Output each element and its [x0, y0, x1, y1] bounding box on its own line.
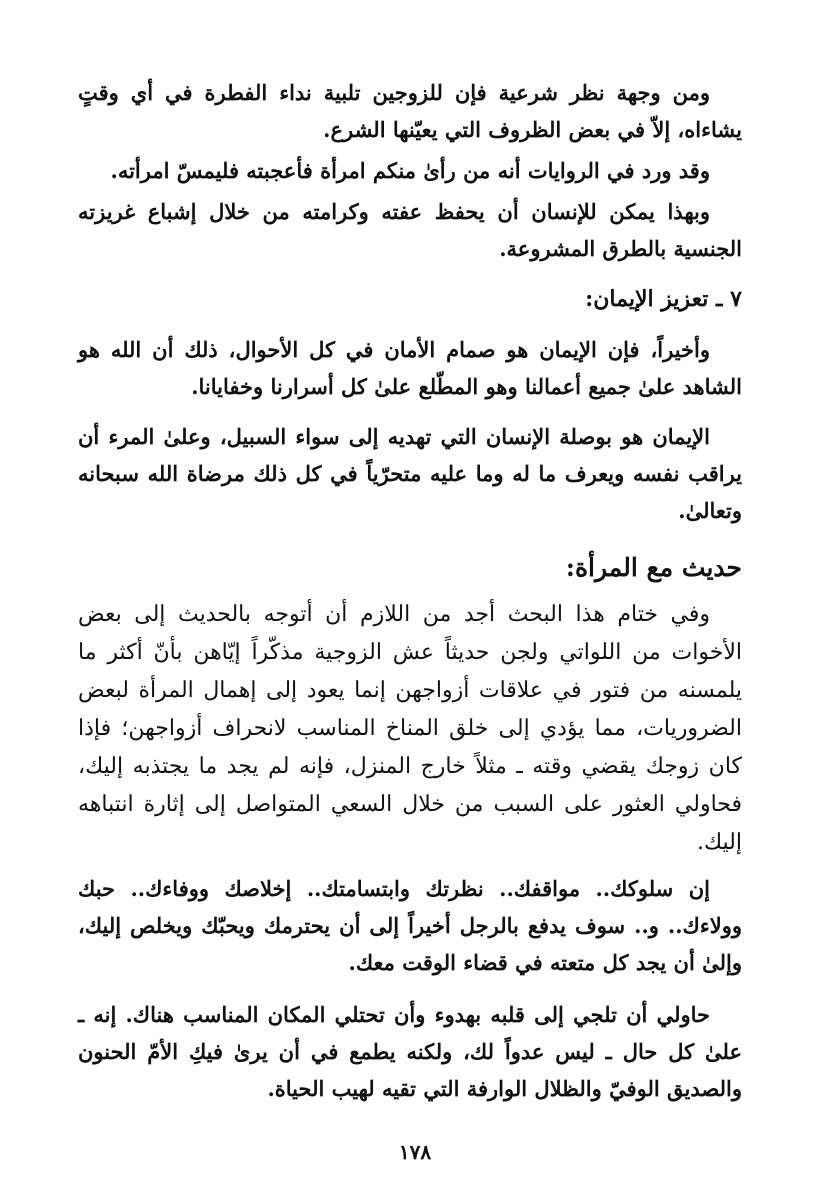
paragraph-closing-talk: وفي ختام هذا البحث أجد من اللازم أن أتوجه بالحديث إلى بعض الأخوات من اللواتي ولجن حديثاً عش الزوجية مذكّراً إيّاهن بأنّ أكثر ما يلمسنه من فتور في علاقات أزواجهن إنما يعود إلى إهمال المرأة لبعض الضروريات، مما يؤدي إلى خلق المناخ المناسب لانحراف أزواجهن؛ فإذا كان زوجك يقضي وقته ـ مثلاً خارج المنزل، فإنه لم يجد ما يجتذبه إليك، فحاولي العثور على السبب من خلال السعي المتواصل إلى إثارة انتباهه إليك. [78, 602, 742, 855]
heading-strengthen-faith: ٧ ـ تعزيز الإيمان: [585, 286, 742, 312]
paragraph-sharia-view: ومن وجهة نظر شرعية فإن للزوجين تلبية نداء الفطرة في أي وقتٍ يشاءاه، إلاّ في بعض الظروف التي يعيّنها الشرع. [78, 80, 742, 142]
page-number: ١٧٨ [398, 1140, 432, 1164]
section-title-talk-with-woman: حديث مع المرأة: [565, 553, 742, 582]
paragraph-faith-compass: الإيمان هو بوصلة الإنسان التي تهديه إلى سواء السبيل، وعلىٰ المرء أن يراقب نفسه ويعرف ما له وما عليه متحرّياً في كل ذلك مرضاة الله سبحانه وتعالىٰ. [78, 424, 742, 523]
paragraph-chastity: وبهذا يمكن للإنسان أن يحفظ عفته وكرامته من خلال إشباع غريزته الجنسية بالطرق المشروعة. [78, 199, 742, 261]
paragraph-your-behaviour: إن سلوكك.. مواقفك.. نظرتك وابتسامتك.. إخلاصك ووفاءك.. حبك وولاءك.. و.. سوف يدفع بالرجل أخيراً إلى أن يحترمك ويحبّك ويخلص إليك، وإلىٰ أن يجد كل متعته في قضاء الوقت معك. [78, 876, 742, 975]
paragraph-narrations: وقد ورد في الروايات أنه من رأىٰ منكم امرأة فأعجبته فليمسّ امرأته. [110, 158, 710, 183]
paragraph-faith-safety: وأخيراً، فإن الإيمان هو صمام الأمان في كل الأحوال، ذلك أن الله هو الشاهد علىٰ جميع أعمالنا وهو المطّلع علىٰ كل أسرارنا وخفايانا. [78, 337, 742, 399]
paragraph-reach-his-heart: حاولي أن تلجي إلى قلبه بهدوء وأن تحتلي المكان المناسب هناك. إنه ـ علىٰ كل حال ـ ليس عدواً لك، ولكنه يطمع في أن يرىٰ فيكِ الأمّ الحنون والصديق الوفيّ والظلال الوارفة التي تقيه لهيب الحياة. [78, 1002, 742, 1101]
